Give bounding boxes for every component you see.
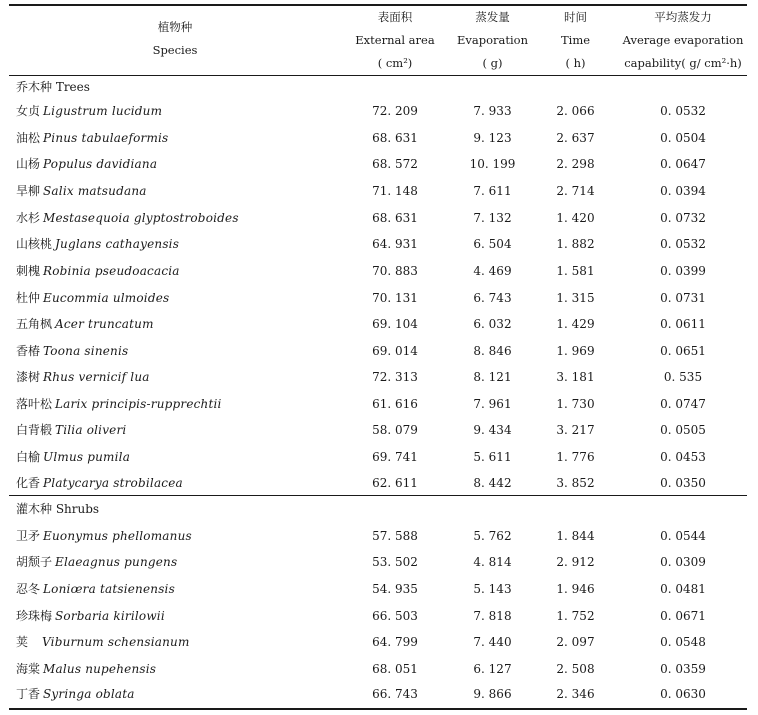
area-value: 61. 616 xyxy=(372,397,418,411)
header-time-unit: ( h) xyxy=(565,56,586,70)
time-value: 1. 429 xyxy=(556,317,595,331)
evaporation-value: 7. 933 xyxy=(473,104,512,118)
evaporation-value: 8. 846 xyxy=(473,344,512,358)
area-value: 53. 502 xyxy=(372,555,418,569)
capability-value: 0. 0731 xyxy=(660,291,706,305)
evaporation-value: 7. 961 xyxy=(473,397,512,411)
table-row xyxy=(0,444,758,470)
species-name: 水杉 Mestasequoia glyptostroboides xyxy=(16,211,239,225)
evaporation-value: 6. 743 xyxy=(473,291,512,305)
species-name: 化香 Platycarya strobilacea xyxy=(16,476,183,490)
capability-value: 0. 0630 xyxy=(660,687,706,701)
header-capability-zh: 平均蒸发力 xyxy=(654,10,712,24)
evaporation-value: 5. 611 xyxy=(473,450,512,464)
time-value: 2. 066 xyxy=(556,104,595,118)
species-name: 山杨 Populus davidiana xyxy=(16,157,158,171)
species-name: 油松 Pinus tabulaeformis xyxy=(16,131,169,145)
area-value: 71. 148 xyxy=(372,184,418,198)
time-value: 1. 882 xyxy=(556,237,595,251)
header-area-zh: 表面积 xyxy=(377,10,413,24)
capability-value: 0. 0504 xyxy=(660,131,706,145)
header-capability-en: Average evaporation xyxy=(622,33,744,47)
table-row xyxy=(0,311,758,337)
table-row xyxy=(0,549,758,575)
group-label-trees: 乔木种 Trees xyxy=(16,80,90,94)
capability-value: 0. 0453 xyxy=(660,450,706,464)
capability-value: 0. 0747 xyxy=(660,397,706,411)
time-value: 2. 298 xyxy=(556,157,595,171)
capability-value: 0. 0309 xyxy=(660,555,706,569)
evaporation-value: 5. 762 xyxy=(473,529,512,543)
capability-value: 0. 0671 xyxy=(660,609,706,623)
header-species-en: Species xyxy=(152,43,198,57)
table-row xyxy=(0,98,758,124)
header-time xyxy=(538,6,613,75)
time-value: 1. 315 xyxy=(556,291,595,305)
header-evaporation-en: Evaporation xyxy=(456,33,529,47)
capability-value: 0. 0350 xyxy=(660,476,706,490)
area-value: 54. 935 xyxy=(372,582,418,596)
evaporation-value: 5. 143 xyxy=(473,582,512,596)
evaporation-value: 7. 440 xyxy=(473,635,512,649)
time-value: 1. 946 xyxy=(556,582,595,596)
header-time-zh: 时间 xyxy=(564,10,587,24)
species-name: 荚 Viburnum schensianum xyxy=(16,635,190,649)
area-value: 58. 079 xyxy=(372,423,418,437)
area-value: 68. 572 xyxy=(372,157,418,171)
species-name: 女贞 Ligustrum lucidum xyxy=(16,104,163,118)
table-row xyxy=(0,151,758,177)
time-value: 1. 752 xyxy=(556,609,595,623)
species-name: 白榆 Ulmus pumila xyxy=(16,450,131,464)
evaporation-value: 6. 504 xyxy=(473,237,512,251)
evaporation-value: 8. 121 xyxy=(473,370,512,384)
species-name: 白背椴 Tilia oliveri xyxy=(16,423,127,437)
table-row xyxy=(0,285,758,311)
species-name: 杜仲 Eucommia ulmoides xyxy=(16,291,170,305)
capability-value: 0. 0481 xyxy=(660,582,706,596)
evaporation-value: 8. 442 xyxy=(473,476,512,490)
table-row xyxy=(0,681,758,707)
area-value: 69. 014 xyxy=(372,344,418,358)
table-row xyxy=(0,523,758,549)
table-row xyxy=(0,364,758,390)
capability-value: 0. 0505 xyxy=(660,423,706,437)
header-area-en: External area xyxy=(355,33,435,47)
evaporation-value: 7. 611 xyxy=(473,184,512,198)
capability-value: 0. 0647 xyxy=(660,157,706,171)
area-value: 68. 631 xyxy=(372,211,418,225)
area-value: 68. 631 xyxy=(372,131,418,145)
species-name: 胡颓子 Elaeagnus pungens xyxy=(16,555,178,569)
time-value: 1. 969 xyxy=(556,344,595,358)
area-value: 64. 931 xyxy=(372,237,418,251)
time-value: 2. 637 xyxy=(556,131,595,145)
header-evaporation-zh: 蒸发量 xyxy=(475,10,510,24)
time-value: 2. 508 xyxy=(556,662,595,676)
species-name: 香椿 Toona sinenis xyxy=(16,344,129,358)
time-value: 2. 346 xyxy=(556,687,595,701)
species-name: 山核桃 Juglans cathayensis xyxy=(16,237,180,251)
species-name: 丁香 Syringa oblata xyxy=(16,687,135,701)
evaporation-value: 9. 434 xyxy=(473,423,512,437)
group-divider xyxy=(9,495,747,496)
header-area-unit: ( cm²) xyxy=(377,56,413,70)
area-value: 66. 743 xyxy=(372,687,418,701)
header-species xyxy=(105,16,245,62)
area-value: 66. 503 xyxy=(372,609,418,623)
area-value: 69. 104 xyxy=(372,317,418,331)
evaporation-value: 4. 469 xyxy=(473,264,512,278)
area-value: 69. 741 xyxy=(372,450,418,464)
time-value: 3. 217 xyxy=(556,423,595,437)
table-row xyxy=(0,629,758,655)
table-row xyxy=(0,417,758,443)
capability-value: 0. 0544 xyxy=(660,529,706,543)
header-area xyxy=(345,6,445,75)
time-value: 1. 844 xyxy=(556,529,595,543)
evaporation-value: 9. 123 xyxy=(473,131,512,145)
table-row xyxy=(0,338,758,364)
area-value: 72. 209 xyxy=(372,104,418,118)
time-value: 3. 181 xyxy=(556,370,595,384)
evaporation-value: 9. 866 xyxy=(473,687,512,701)
area-value: 57. 588 xyxy=(372,529,418,543)
table-row xyxy=(0,391,758,417)
header-species-zh: 植物种 xyxy=(157,20,193,34)
capability-value: 0. 0532 xyxy=(660,104,706,118)
species-name: 漆树 Rhus vernicif lua xyxy=(16,370,150,384)
header-evaporation xyxy=(445,6,540,75)
area-value: 68. 051 xyxy=(372,662,418,676)
table-row xyxy=(0,603,758,629)
time-value: 1. 776 xyxy=(556,450,595,464)
header-rule xyxy=(9,75,747,76)
header-evaporation-unit: ( g) xyxy=(482,56,503,70)
time-value: 1. 730 xyxy=(556,397,595,411)
capability-value: 0. 0651 xyxy=(660,344,706,358)
time-value: 2. 912 xyxy=(556,555,595,569)
capability-value: 0. 0548 xyxy=(660,635,706,649)
evaporation-value: 10. 199 xyxy=(469,157,516,171)
area-value: 72. 313 xyxy=(372,370,418,384)
header-capability-unit: capability( g/ cm²·h) xyxy=(624,56,742,70)
table-row xyxy=(0,576,758,602)
table-row xyxy=(0,125,758,151)
evaporation-value: 7. 132 xyxy=(473,211,512,225)
area-value: 62. 611 xyxy=(372,476,418,490)
area-value: 64. 799 xyxy=(372,635,418,649)
table-row xyxy=(0,231,758,257)
species-name: 卫矛 Euonymus phellomanus xyxy=(16,529,192,543)
time-value: 1. 581 xyxy=(556,264,595,278)
evaporation-value: 6. 032 xyxy=(473,317,512,331)
capability-value: 0. 0394 xyxy=(660,184,706,198)
table-row xyxy=(0,178,758,204)
capability-value: 0. 0611 xyxy=(660,317,706,331)
table-row xyxy=(0,470,758,496)
table-row xyxy=(0,656,758,682)
capability-value: 0. 535 xyxy=(663,370,703,384)
time-value: 2. 714 xyxy=(556,184,595,198)
time-value: 1. 420 xyxy=(556,211,595,225)
species-name: 海棠 Malus nupehensis xyxy=(16,662,157,676)
time-value: 2. 097 xyxy=(556,635,595,649)
evaporation-value: 7. 818 xyxy=(473,609,512,623)
header-time-en: Time xyxy=(560,33,591,47)
species-name: 刺槐 Robinia pseudoacacia xyxy=(16,264,180,278)
species-name: 珍珠梅 Sorbaria kirilowii xyxy=(16,609,165,623)
time-value: 3. 852 xyxy=(556,476,595,490)
table-row xyxy=(0,205,758,231)
capability-value: 0. 0399 xyxy=(660,264,706,278)
species-name: 旱柳 Salix matsudana xyxy=(16,184,147,198)
evaporation-value: 4. 814 xyxy=(473,555,512,569)
species-name: 落叶松 Larix principis-rupprechtii xyxy=(16,397,222,411)
species-name: 忍冬 Loniœra tatsienensis xyxy=(16,582,175,596)
capability-value: 0. 0359 xyxy=(660,662,706,676)
table-bottom-rule xyxy=(9,708,747,710)
evaporation-value: 6. 127 xyxy=(473,662,512,676)
species-name: 五角枫 Acer truncatum xyxy=(16,317,154,331)
header-capability xyxy=(615,6,751,75)
table-row xyxy=(0,258,758,284)
group-label-shrubs: 灌木种 Shrubs xyxy=(16,502,100,516)
capability-value: 0. 0732 xyxy=(660,211,706,225)
area-value: 70. 131 xyxy=(372,291,418,305)
capability-value: 0. 0532 xyxy=(660,237,706,251)
area-value: 70. 883 xyxy=(372,264,418,278)
